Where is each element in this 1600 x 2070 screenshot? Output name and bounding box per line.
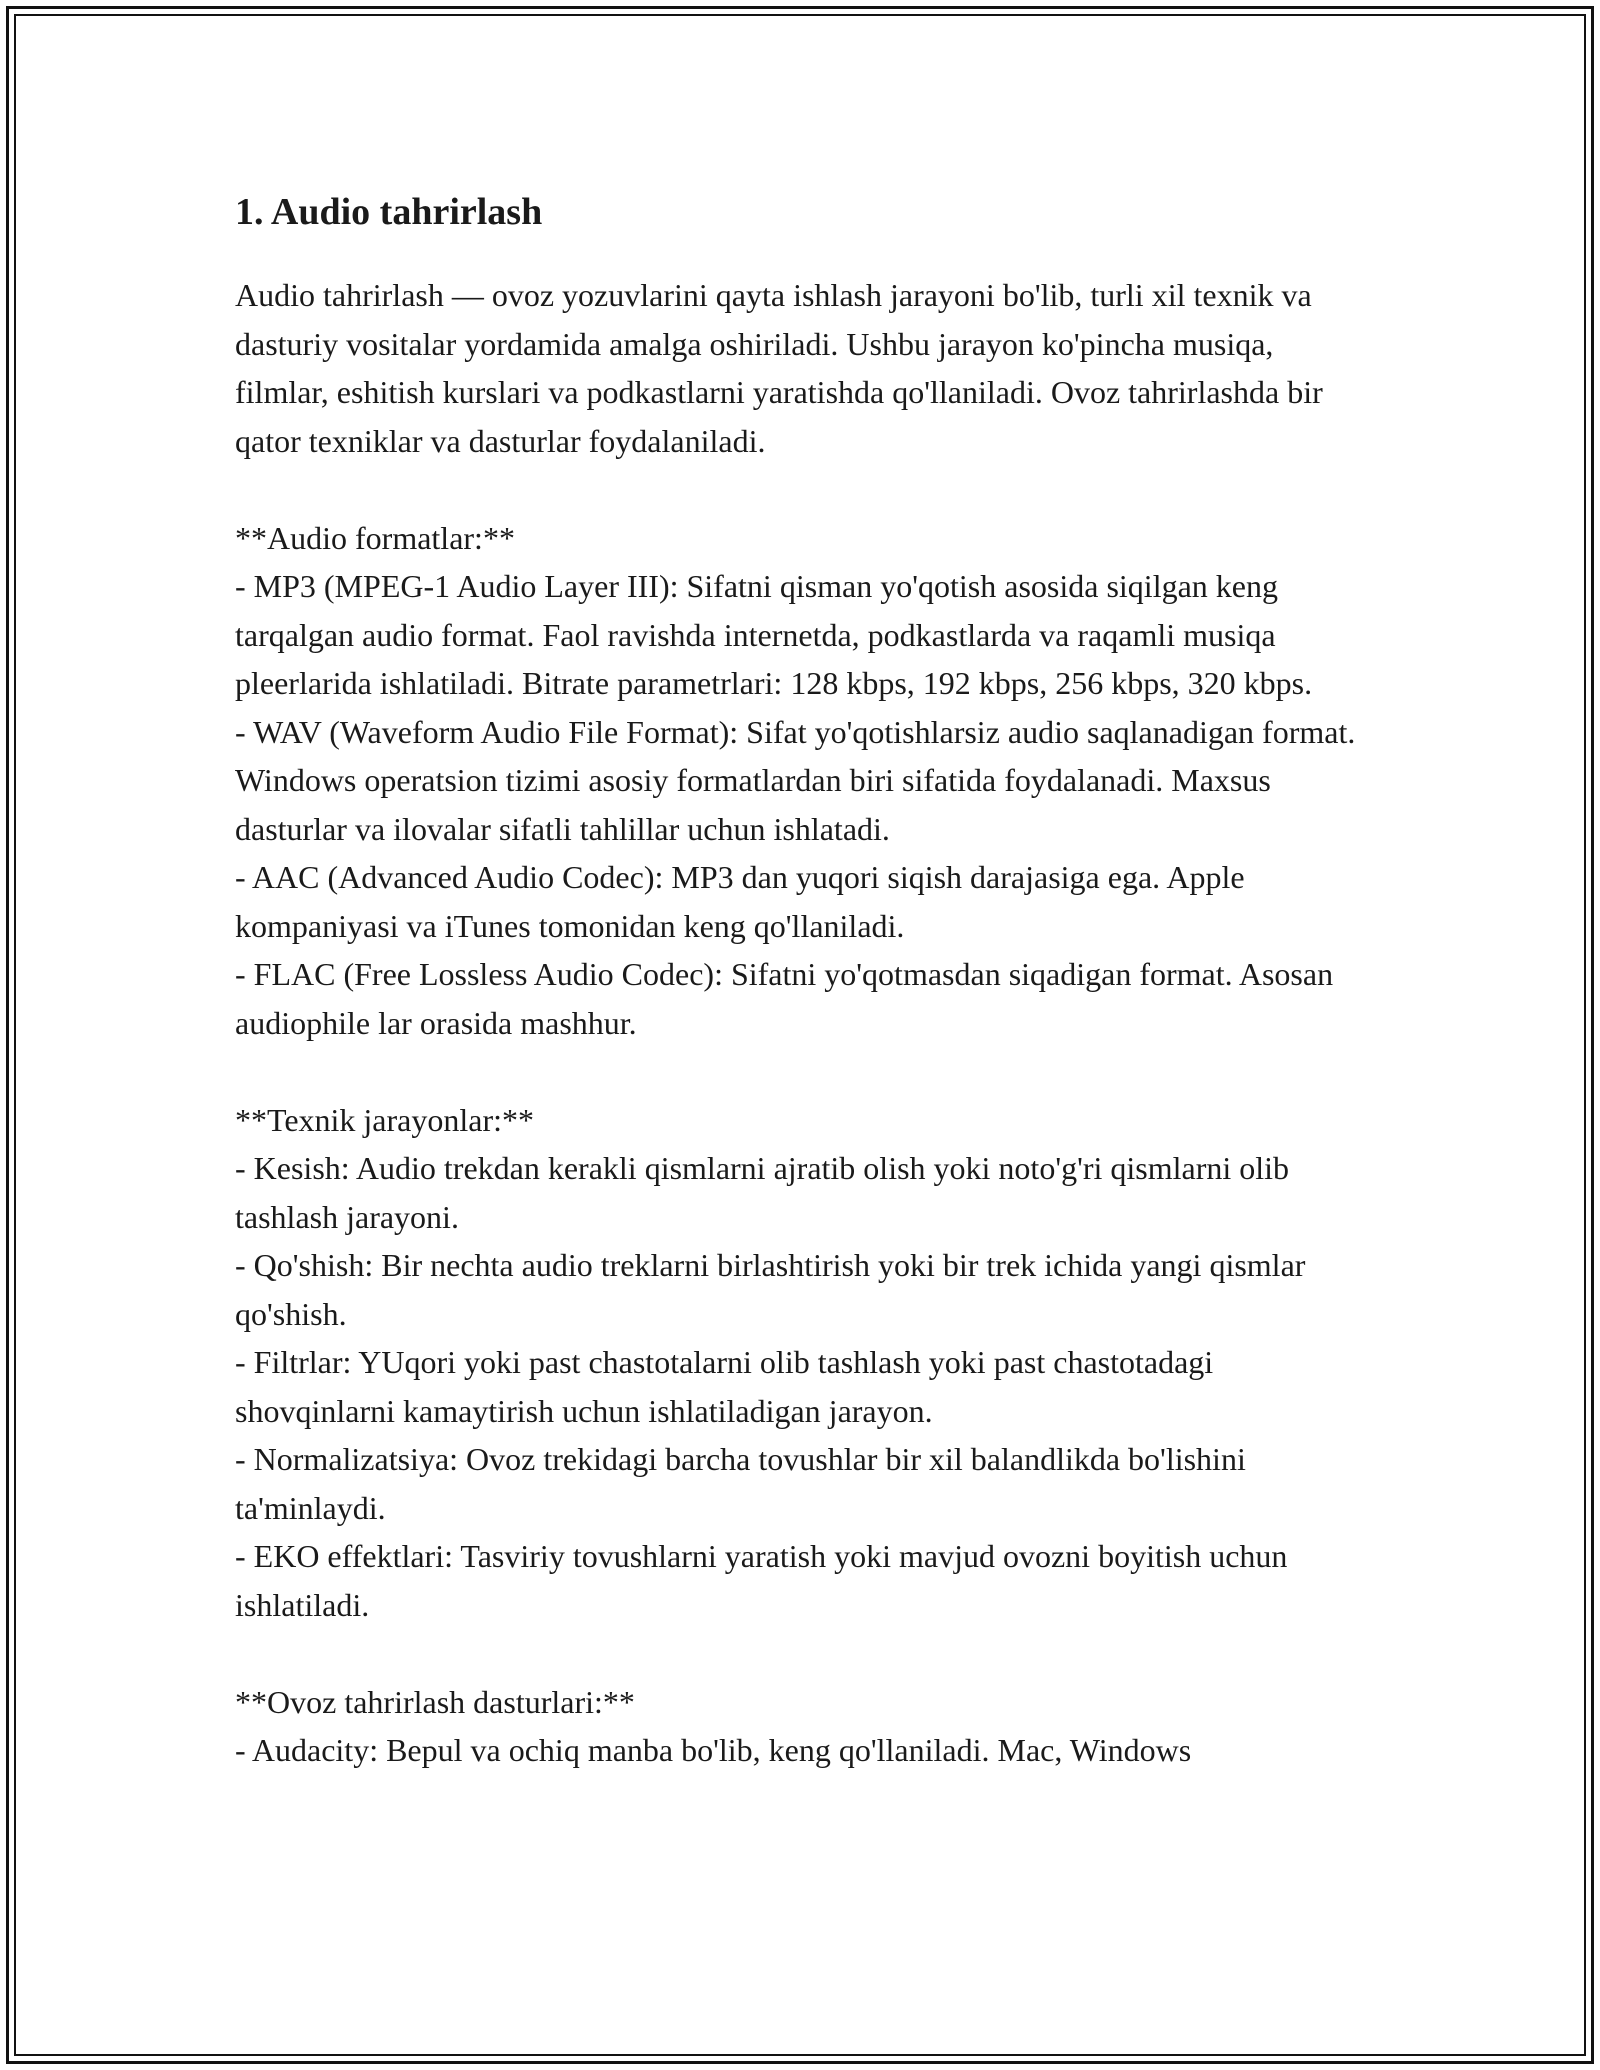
paragraph-gap bbox=[235, 1629, 1365, 1678]
formats-title: **Audio formatlar:** bbox=[235, 519, 515, 556]
software-item-audacity: - Audacity: Bepul va ochiq manba bo'lib, keng qo'llaniladi. Mac, Windows bbox=[235, 1732, 1192, 1768]
process-item-normalizatsiya: - Normalizatsiya: Ovoz trekidagi barcha tovushlar bir xil balandlikda bo'lishini ta'minlaydi. bbox=[235, 1441, 1246, 1526]
process-item-filtrlar: - Filtrlar: YUqori yoki past chastotalarni olib tashlash yoki past chastotadagi shovqinlarni kamaytirish uchun ishlatiladigan jarayon. bbox=[235, 1344, 1214, 1429]
paragraph-gap bbox=[235, 465, 1365, 514]
formats-section bbox=[235, 514, 1365, 1048]
processes-section bbox=[235, 1096, 1365, 1630]
section-heading: 1. Audio tahrirlash bbox=[235, 191, 543, 233]
process-item-eko: - EKO effektlari: Tasviriy tovushlarni yaratish yoki mavjud ovozni boyitish uchun ishlatiladi. bbox=[235, 1538, 1288, 1623]
process-item-qoshish: - Qo'shish: Bir nechta audio treklarni birlashtirish yoki bir trek ichida yangi qismlar qo'shish. bbox=[235, 1247, 1306, 1332]
software-section bbox=[235, 1678, 1365, 1775]
format-item-aac: - AAC (Advanced Audio Codec): MP3 dan yuqori siqish darajasiga ega. Apple kompaniyasi va iTunes tomonidan keng qo'llaniladi. bbox=[235, 859, 1245, 944]
document-body bbox=[235, 185, 1365, 1775]
format-item-flac: - FLAC (Free Lossless Audio Codec): Sifatni yo'qotmasdan siqadigan format. Asosan audiophile lar orasida mashhur. bbox=[235, 956, 1334, 1041]
paragraph-gap bbox=[235, 1047, 1365, 1096]
intro-paragraph: Audio tahrirlash — ovoz yozuvlarini qayta ishlash jarayoni bo'lib, turli xil texnik va dasturiy vositalar yordamida amalga oshiriladi. Ushbu jarayon ko'pincha musiqa, filmlar, eshitish kurslari va podkastlarni yaratishda qo'llaniladi. Ovoz tahrirlashda bir qator texniklar va dasturlar foydalaniladi. bbox=[235, 277, 1323, 459]
format-item-wav: - WAV (Waveform Audio File Format): Sifat yo'qotishlarsiz audio saqlanadigan format. Windows operatsion tizimi asosiy formatlardan biri sifatida foydalanadi. Maxsus dasturlar va ilovalar sifatli tahlillar uchun ishlatadi. bbox=[235, 713, 1356, 847]
format-item-mp3: - MP3 (MPEG-1 Audio Layer III): Sifatni qisman yo'qotish asosida siqilgan keng tarqalgan audio format. Faol ravishda internetda, podkastlarda va raqamli musiqa pleerlarida ishlatiladi. Bitrate parametrlari: 128 kbps, 192 kbps, 256 kbps, 320 kbps. bbox=[235, 568, 1313, 701]
software-title: **Ovoz tahrirlash dasturlari:** bbox=[235, 1683, 635, 1720]
processes-title: **Texnik jarayonlar:** bbox=[235, 1101, 534, 1138]
process-item-kesish: - Kesish: Audio trekdan kerakli qismlarni ajratib olish yoki noto'g'ri qismlarni olib tashlash jarayoni. bbox=[235, 1150, 1290, 1235]
